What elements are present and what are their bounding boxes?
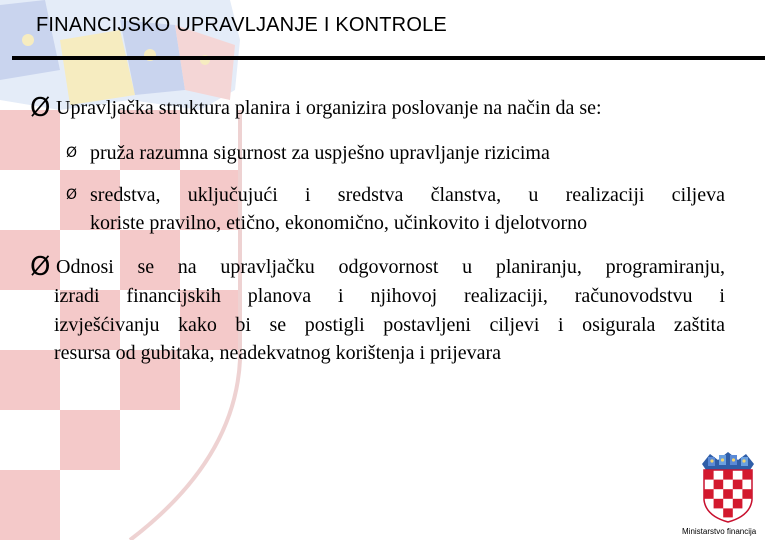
croatian-coat-of-arms-icon — [700, 450, 756, 524]
bullet-2-line-3: izvješćivanju kako bi se postigli postavljeni ciljevi i osigurala zaštita — [54, 314, 725, 336]
sub-bullet-1-text: pruža razumna sigurnost za uspješno upravljanje rizicima — [90, 142, 550, 164]
sub-bullet-2-line-1: sredstva, uključujući i sredstva članstva, u realizaciji ciljeva — [90, 184, 725, 206]
bullet-2-line-4: resursa od gubitaka, neadekvatnog korištenja i prijevara — [54, 342, 502, 364]
bullet-2-line-1: Odnosi se na upravljačku odgovornost u planiranju, programiranju, — [56, 256, 725, 278]
bullet-arrow-icon: Ø — [30, 93, 51, 123]
ministry-label: Ministarstvo financija — [682, 527, 757, 536]
bullet-arrow-icon: Ø — [30, 252, 51, 282]
slide-title: FINANCIJSKO UPRAVLJANJE I KONTROLE — [36, 14, 447, 36]
sub-bullet-arrow-icon: Ø — [66, 187, 78, 203]
bullet-2-line-2: izradi financijskih planova i njihovoj realizaciji, računovodstvu i — [54, 285, 725, 307]
sub-bullet-2-line-2: koriste pravilno, etično, ekonomično, učinkovito i djelotvorno — [90, 212, 588, 234]
sub-bullet-arrow-icon: Ø — [66, 145, 78, 161]
bullet-1-text: Upravljačka struktura planira i organizira poslovanje na način da se: — [56, 97, 602, 119]
